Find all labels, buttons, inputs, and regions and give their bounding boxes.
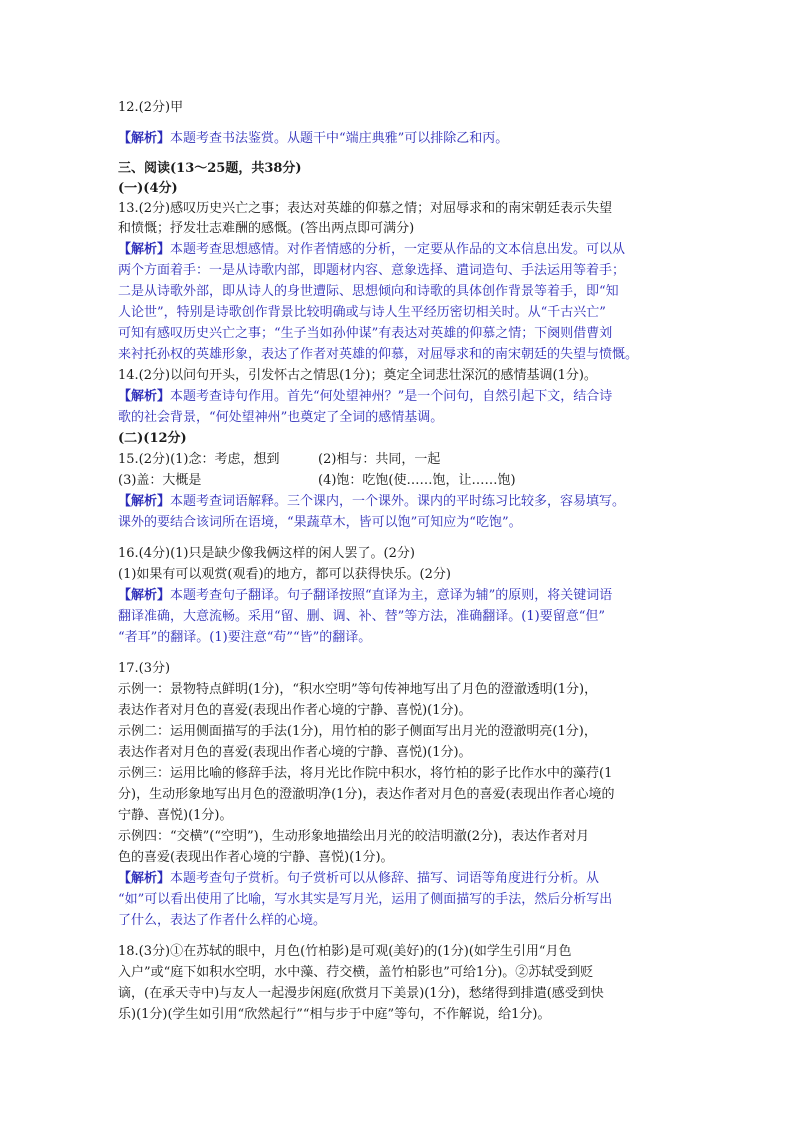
q13-analysis-line: 可知有感叹历史兴亡之事；“生子当如孙仲谋”有表达对英雄的仰慕之情；下阕则借曹刘 xyxy=(118,326,613,341)
q14-analysis-line: 歌的社会背景，“何处望神州”也奠定了全词的感情基调。 xyxy=(118,410,444,425)
q15-answer-item: (3)盖：大概是 xyxy=(118,473,202,488)
q17-answer-line: 示例一：景物特点鲜明(1分)，“积水空明”等句传神地写出了月色的澄澈透明(1分)， xyxy=(118,682,598,697)
q17-answer-line: 示例三：运用比喻的修辞手法，将月光比作院中积水，将竹柏的影子比作水中的藻荇(1 xyxy=(118,766,613,781)
q13-answer-line: 13.(2分)感叹历史兴亡之事；表达对英雄的仰慕之情；对屈辱求和的南宋朝廷表示失望 xyxy=(118,201,613,216)
q13-answer-line: 和愤慨；抒发壮志难酬的感慨。(答出两点即可满分) xyxy=(118,221,415,236)
q18-answer-line: 谪，(在承天寺中)与友人一起漫步闲庭(欣赏月下美景)(1分)，愁绪得到排遣(感受到快 xyxy=(118,986,604,1001)
q17-answer-line: 17.(3分) xyxy=(118,661,171,676)
q18-answer-line: 乐)(1分)(学生如引用“欣然起行”“相与步于中庭”等句，不作解说，给1分)。 xyxy=(118,1007,551,1022)
section-heading: 三、阅读(13～25题，共38分) xyxy=(118,161,302,176)
q16-analysis-line: 翻译准确，大意流畅。采用“留、删、调、补、替”等方法，准确翻译。(1)要留意“但” xyxy=(118,609,605,624)
q16-analysis-line: 【解析】本题考查句子翻译。句子翻译按照“直译为主，意译为辅”的原则，将关键词语 xyxy=(118,588,613,603)
part-two-heading: (二)(12分) xyxy=(118,431,187,446)
q17-answer-line: 示例四：“交横”(“空明”)，生动形象地描绘出月光的皎洁明澈(2分)，表达作者对月 xyxy=(118,829,590,844)
q15-answer-item: 15.(2分)(1)念：考虑，想到 xyxy=(118,452,280,467)
q17-answer-line: 宁静、喜悦)(1分)。 xyxy=(118,808,233,823)
q17-answer-line: 色的喜爱(表现出作者心境的宁静、喜悦)(1分)。 xyxy=(118,850,394,865)
analysis-tag: 【解析】 xyxy=(118,389,171,404)
analysis-tag: 【解析】 xyxy=(118,494,171,509)
q18-answer-line: 18.(3分)①在苏轼的眼中，月色(竹柏影)是可观(美好)的(1分)(如学生引用“月色 xyxy=(118,944,572,959)
analysis-tag: 【解析】 xyxy=(118,588,171,603)
q17-answer-line: 分)，生动形象地写出月色的澄澈明净(1分)，表达作者对月色的喜爱(表现出作者心境的 xyxy=(118,787,615,802)
q16-analysis-line: “者耳”的翻译。(1)要注意“苟”“皆”的翻译。 xyxy=(118,630,372,645)
q17-analysis-line: 【解析】本题考查句子赏析。句子赏析可以从修辞、描写、词语等角度进行分析。从 xyxy=(118,871,600,886)
q12-analysis: 【解析】本题考查书法鉴赏。从题干中“端庄典雅”可以排除乙和丙。 xyxy=(118,131,509,146)
q17-answer-line: 表达作者对月色的喜爱(表现出作者心境的宁静、喜悦)(1分)。 xyxy=(118,745,472,760)
q14-analysis-line: 【解析】本题考查诗句作用。首先“何处望神州？”是一个问句，自然引起下文，结合诗 xyxy=(118,389,613,404)
q17-analysis-line: “如”可以看出使用了比喻，写水其实是写月光，运用了侧面描写的手法，然后分析写出 xyxy=(118,892,613,907)
q17-answer-line: 表达作者对月色的喜爱(表现出作者心境的宁静、喜悦)(1分)。 xyxy=(118,703,472,718)
analysis-tag: 【解析】 xyxy=(118,242,171,257)
q15-analysis-line: 课外的要结合该词所在语境，“果蔬草木，皆可以饱”可知应为“吃饱”。 xyxy=(118,515,522,530)
q16-answer-line: 16.(4分)(1)只是缺少像我俩这样的闲人罢了。(2分) xyxy=(118,546,415,561)
analysis-tag: 【解析】 xyxy=(118,131,171,146)
q15-answer-item: (2)相与：共同，一起 xyxy=(318,452,441,467)
q13-analysis-line: 来衬托孙权的英雄形象，表达了作者对英雄的仰慕，对屈辱求和的南宋朝廷的失望与愤慨。 xyxy=(118,347,639,362)
q13-analysis-line: 二是从诗歌外部，即从诗人的身世遭际、思想倾向和诗歌的具体创作背景等着手，即“知 xyxy=(118,284,619,299)
q13-analysis-line: 【解析】本题考查思想感情。对作者情感的分析，一定要从作品的文本信息出发。可以从 xyxy=(118,242,626,257)
q17-answer-line: 示例二：运用侧面描写的手法(1分)，用竹柏的影子侧面写出月光的澄澈明亮(1分)， xyxy=(118,724,597,739)
analysis-tag: 【解析】 xyxy=(118,871,171,886)
q16-answer-line: (1)如果有可以观赏(观看)的地方，都可以获得快乐。(2分) xyxy=(118,567,451,582)
q13-analysis-line: 两个方面着手：一是从诗歌内部，即题材内容、意象选择、遣词造句、手法运用等着手； xyxy=(118,263,626,278)
q13-analysis-line: 人论世”，特别是诗歌创作背景比较明确或与诗人生平经历密切相关时。从“千古兴亡” xyxy=(118,305,606,320)
q17-analysis-line: 了什么，表达了作者什么样的心境。 xyxy=(118,913,327,928)
q15-analysis-line: 【解析】本题考查词语解释。三个课内，一个课外。课内的平时练习比较多，容易填写。 xyxy=(118,494,626,509)
q14-answer: 14.(2分)以问句开头，引发怀古之情思(1分)；奠定全词悲壮深沉的感情基调(1分)。 xyxy=(118,368,597,383)
q15-answer-item: (4)饱：吃饱(使……饱，让……饱) xyxy=(318,473,516,488)
q18-answer-line: 入户”或“庭下如积水空明，水中藻、荇交横，盖竹柏影也”可给1分)。②苏轼受到贬 xyxy=(118,965,594,980)
q12-answer: 12.(2分)甲 xyxy=(118,100,184,115)
part-one-heading: (一)(4分) xyxy=(118,181,178,196)
